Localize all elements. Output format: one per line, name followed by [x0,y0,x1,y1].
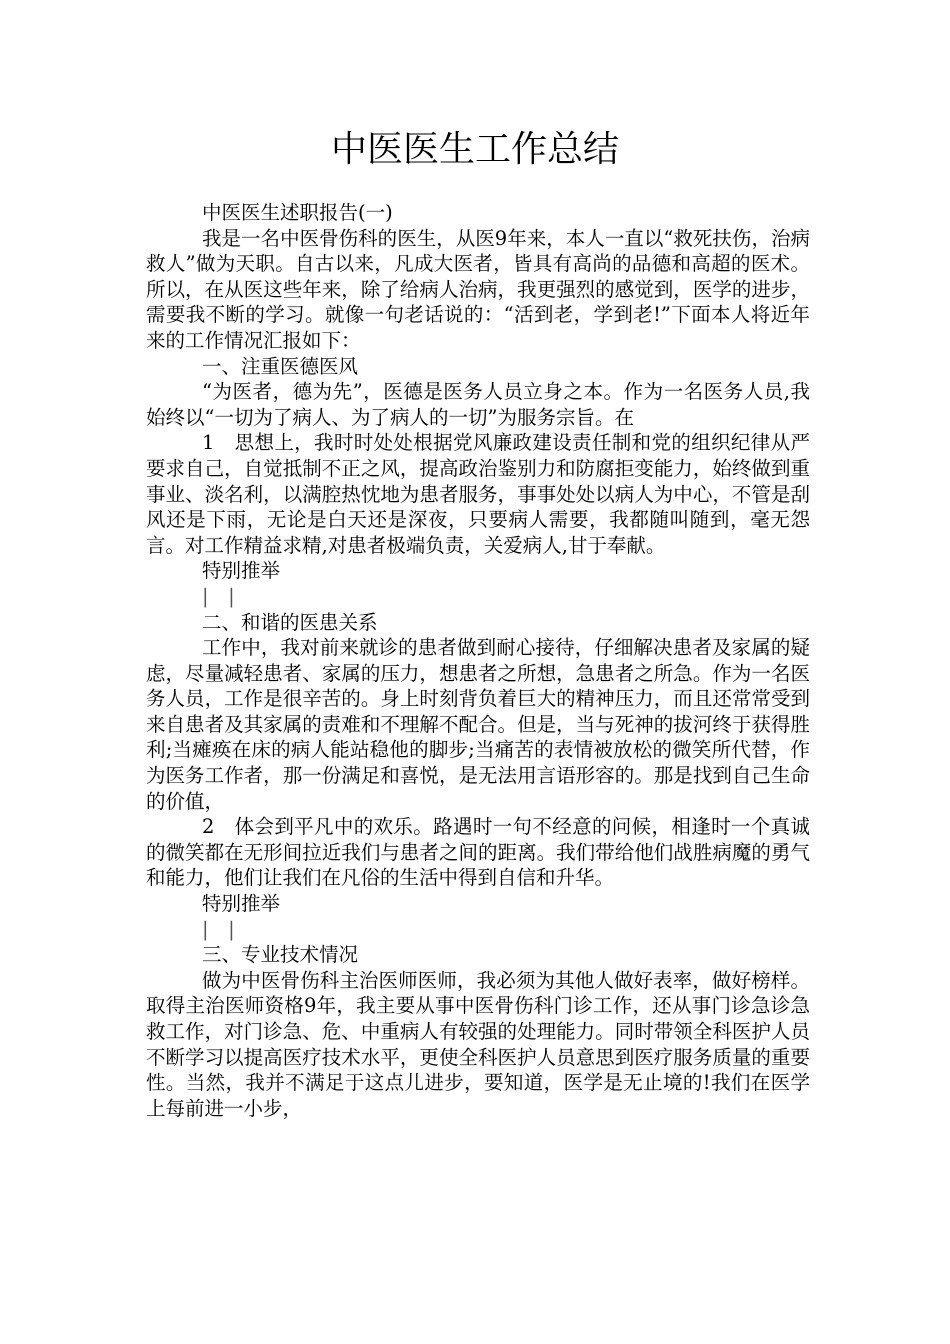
recommend-label: 特别推举 [202,892,281,916]
technical-paragraph: 做为中医骨伤科主治医师医师，我必须为其他人做好表率，做好榜样。取得主治医师资格9年，我主要从事中医骨伤科门诊工作，还从事门诊急诊急救工作，对门诊急、危、中重病人有较强的处理能力。同时带领全科医护人员不断学习以提高医疗技术水平，更使全科医护人员意思到医疗服务质量的重要性。当然，我并不满足于这点儿进步，要知道，医学是无止境的!我们在医学上每前进一小步， [146,968,810,1120]
ethics-paragraph: “为医者，德为先”，医德是医务人员立身之本。作为一名医务人员,我始终以“一切为了病人、为了病人的一切”为服务宗旨。在 [146,380,810,429]
section-heading-relations: 二、和谐的医患关系 [202,610,378,634]
document-title: 中医医生工作总结 [330,129,619,170]
separator-marks: | | [202,584,235,608]
joy-paragraph: 2 体会到平凡中的欢乐。路遇时一句不经意的问候，相逢时一个真诚的微笑都在无形间拉近我们与患者之间的距离。我们带给他们战胜病魔的勇气和能力，他们让我们在凡俗的生活中得到自信和升华。 [146,815,810,890]
relations-paragraph: 工作中，我对前来就诊的患者做到耐心接待，仔细解决患者及家属的疑虑，尽量减轻患者、家属的压力，想患者之所想，急患者之所急。作为一名医务人员，工作是很辛苦的。身上时刻背负着巨大的精神压力，而且还常常受到来自患者及其家属的责难和不理解不配合。但是，当与死神的拔河终于获得胜利;当瘫痪在床的病人能站稳他的脚步;当痛苦的表情被放松的微笑所代替，作为医务工作者，那一份满足和喜悦，是无法用言语形容的。那是找到自己生命的价值， [146,636,810,813]
intro-paragraph: 我是一名中医骨伤科的医生，从医9年来，本人一直以“救死扶伤，治病救人”做为天职。自古以来，凡成大医者，皆具有高尚的品德和高超的医术。所以，在从医这些年来，除了给病人治病，我更强烈的感觉到，医学的进步，需要我不断的学习。就像一句老话说的：“活到老，学到老!”下面本人将近年来的工作情况汇报如下： [146,226,810,352]
recommend-label: 特别推举 [202,559,281,583]
section-heading-ethics: 一、注重医德医风 [202,354,359,378]
section-heading-technical: 三、专业技术情况 [202,943,359,967]
document-body [146,200,810,1121]
separator-marks: | | [202,917,235,941]
report-subtitle: 中医医生述职报告(一) [202,201,393,224]
ideology-paragraph: 1 思想上，我时时处处根据党风廉政建设责任制和党的组织纪律从严要求自己，自觉抵制不正之风，提高政治鉴别力和防腐拒变能力，始终做到重事业、淡名利，以满腔热忱地为患者服务，事事处处以病人为中心，不管是刮风还是下雨，无论是白天还是深夜，只要病人需要，我都随叫随到，毫无怨言。对工作精益求精,对患者极端负责，关爱病人,甘于奉献。 [146,431,810,557]
